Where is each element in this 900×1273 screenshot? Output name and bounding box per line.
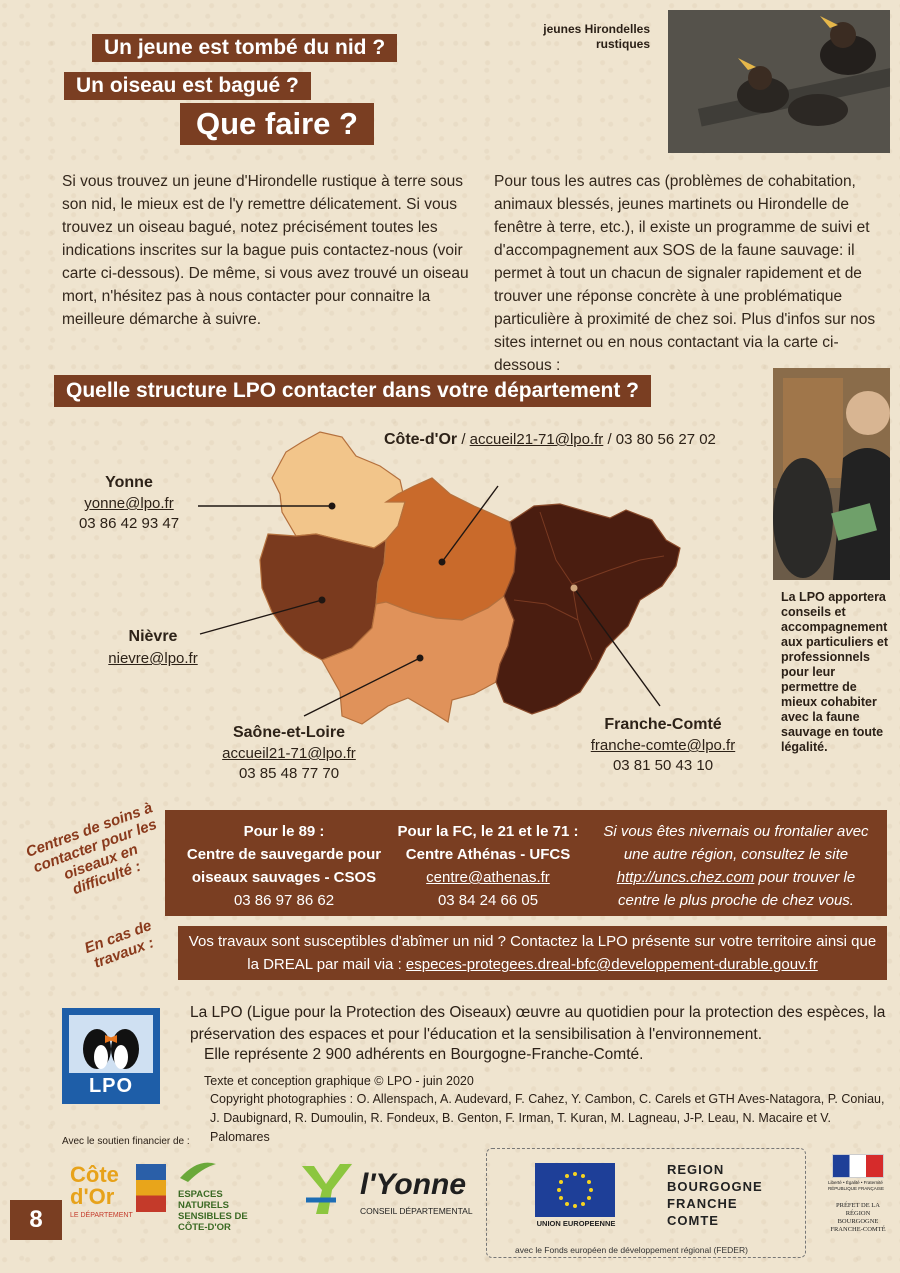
prefet-logo: [826, 1150, 888, 1254]
uncs-link[interactable]: http://uncs.chez.com: [616, 869, 755, 886]
map-section-title: Quelle structure LPO contacter dans votre département ?: [54, 375, 651, 407]
fc-phone: 03 81 50 43 10: [612, 757, 714, 774]
prefet-top-text: Liberté • Égalité • Fraternité RÉPUBLIQUE FRANÇAISE: [828, 1180, 885, 1191]
map-franche-comte[interactable]: [496, 504, 680, 714]
centre-89-name: Centre de sauvegarde pour oiseaux sauvages - CSOS: [186, 846, 382, 886]
travaux-side-label: En cas de travaux :: [82, 917, 157, 972]
cote-dor-name: Côte-d'Or: [384, 431, 458, 448]
intro-right-text: Pour tous les autres cas (problèmes de cohabitation, animaux blessés, jeunes martinets ou Hirondelle de fenêtre à terre, etc.), il existe un programme de suivi et d'accompagnement aux SOS de la faune sauvage: il permet à tout un chacun de signaler rapidement et de trouver une réponse concrète à une problématique particulière à proximité de chez soi. Plus d'infos sur nos sites internet ou en nous contactant via la carte ci-dessous :: [494, 173, 876, 374]
yonne-y-icon: [296, 1160, 356, 1218]
centre-other-text-b: pour trouver le centre le plus proche de chez vous.: [618, 869, 856, 909]
nievre-dot: [319, 597, 326, 604]
cote-dor-logo-text: Côte d'Or: [70, 1162, 119, 1209]
centre-athenas-name: Centre Athénas - UFCS: [405, 846, 571, 863]
prefet-text: PRÉFET DE LA RÉGION BOURGOGNE FRANCHE-COMTÉ: [830, 1202, 886, 1233]
eu-stars-icon: [535, 1163, 615, 1217]
yonne-logo: [296, 1160, 476, 1220]
cote-dor-flag: [136, 1164, 166, 1212]
centre-other: [595, 820, 877, 912]
intro-left-text: Si vous trouvez un jeune d'Hirondelle rustique à terre sous son nid, le mieux est de l'y remettre délicatement. Si vous trouvez un oiseau bagué, notez précisément toutes les indications inscrites sur la bague puis contactez-nous (voir carte ci-dessous). De même, si vous avez trouvé un oiseau mort, n'hésitez pas à nous contacter pour connaitre la meilleure démarche à suivre.: [62, 173, 469, 328]
nievre-contact: [96, 628, 210, 667]
centre-athenas-email[interactable]: centre@athenas.fr: [426, 869, 550, 886]
fc-name: Franche-Comté: [604, 716, 722, 733]
cote-dor-contact: [384, 431, 716, 449]
yonne-email[interactable]: yonne@lpo.fr: [84, 495, 174, 512]
cote-dor-email[interactable]: accueil21-71@lpo.fr: [469, 431, 604, 448]
feder-label: avec le Fonds européen de développement régional (FEDER): [515, 1245, 748, 1255]
yonne-contact: [70, 474, 188, 532]
banner-oiseau-bague: Un oiseau est bagué ?: [64, 72, 311, 100]
centre-athenas-phone: 03 84 24 66 05: [437, 892, 539, 909]
saone-contact: [206, 724, 372, 782]
cote-dor-phone: / 03 80 56 27 02: [607, 431, 716, 448]
cote-dor-logo: [70, 1160, 170, 1226]
centre-89-title: Pour le 89 :: [243, 823, 325, 840]
nievre-name: Nièvre: [128, 628, 178, 645]
centres-side-label: Centres de soins à contacter pour les oiseaux en difficulté :: [23, 799, 160, 899]
dreal-email[interactable]: especes-protegees.dreal-bfc@developpement-durable.gouv.fr: [405, 956, 818, 973]
map-yonne[interactable]: [272, 432, 405, 548]
fc-contact: [578, 716, 748, 774]
saone-dot: [417, 655, 424, 662]
banner-que-faire: Que faire ?: [180, 103, 374, 145]
marianne-flag: [832, 1154, 884, 1178]
yonne-logo-text: l'Yonne: [360, 1168, 467, 1201]
page-number-text: 8: [29, 1206, 43, 1233]
banner-jeune-tombe: Un jeune est tombé du nid ?: [92, 34, 397, 62]
credits-text: Texte et conception graphique © LPO - juin 2020: [204, 1074, 474, 1088]
eu-region-box: [486, 1148, 806, 1258]
ens-leaf-icon: [178, 1158, 218, 1184]
ens-logo: [178, 1158, 278, 1233]
yonne-dot: [329, 503, 336, 510]
centres-box: [165, 810, 887, 916]
fc-email[interactable]: franche-comte@lpo.fr: [590, 737, 736, 754]
travaux-box: [178, 926, 887, 980]
centre-athenas-title: Pour la FC, le 21 et le 71 :: [397, 823, 579, 840]
region-label: REGION BOURGOGNE FRANCHE COMTE: [667, 1162, 763, 1228]
lpo-logo-text: LPO: [88, 1075, 134, 1097]
cote-dor-sep: /: [461, 431, 470, 448]
ens-logo-text: ESPACES NATURELS SENSIBLES DE CÔTE-D'OR: [178, 1189, 248, 1233]
centre-89: [179, 820, 389, 912]
saone-name: Saône-et-Loire: [232, 724, 345, 741]
lpo-about: La LPO (Ligue pour la Protection des Oiseaux) œuvre au quotidien pour la protection des espèces, la préservation des espaces et pour l'éducation et la sensibilisation à l'environnement.: [190, 1004, 886, 1043]
yonne-name: Yonne: [105, 474, 153, 491]
centre-athenas: [393, 820, 583, 912]
eu-label: UNION EUROPEENNE: [536, 1219, 616, 1228]
map-cote-dor[interactable]: [376, 478, 516, 620]
page-number: [10, 1200, 62, 1240]
credits-photos: Copyright photographies : O. Allenspach, A. Audevard, F. Cahez, Y. Cambon, C. Carels et GTH Aves-Natagora, P. Coniau, J. Daubignard, R. Dumoulin, R. Fondeux, B. Genton, F. Irman, T. Kuran, M. Lagneau, J-P. Leau, N. Macaire et V. Palomares: [210, 1092, 885, 1144]
support-label: Avec le soutien financier de :: [62, 1136, 190, 1147]
nievre-email[interactable]: nievre@lpo.fr: [108, 650, 198, 667]
photo-caption: jeunes Hirondelles rustiques: [543, 22, 650, 51]
travaux-text: Vos travaux sont susceptibles d'abîmer un nid ? Contactez la LPO présente sur votre territoire ainsi que la DREAL par mail via :: [188, 933, 877, 973]
saone-email[interactable]: accueil21-71@lpo.fr: [222, 745, 356, 762]
saone-phone: 03 85 48 77 70: [238, 765, 340, 782]
cote-dor-logo-sub: LE DÉPARTEMENT: [70, 1212, 133, 1219]
lpo-logo: [62, 1008, 160, 1104]
centre-89-phone: 03 86 97 86 62: [233, 892, 335, 909]
yonne-phone: 03 86 42 93 47: [78, 515, 180, 532]
centre-other-text-a: Si vous êtes nivernais ou frontalier avec une autre région, consultez le site: [603, 823, 869, 863]
lpo-members: Elle représente 2 900 adhérents en Bourgogne-Franche-Comté.: [204, 1046, 644, 1063]
fc-dot: [571, 585, 578, 592]
cote-dor-dot: [439, 559, 446, 566]
lpo-help-caption: La LPO apportera conseils et accompagnement aux particuliers et professionnels pour leur permettre de mieux cohabiter avec la faune sauvage en toute légalité.: [781, 590, 888, 754]
yonne-logo-sub: CONSEIL DÉPARTEMENTAL: [360, 1206, 473, 1216]
eu-flag: [535, 1163, 615, 1217]
